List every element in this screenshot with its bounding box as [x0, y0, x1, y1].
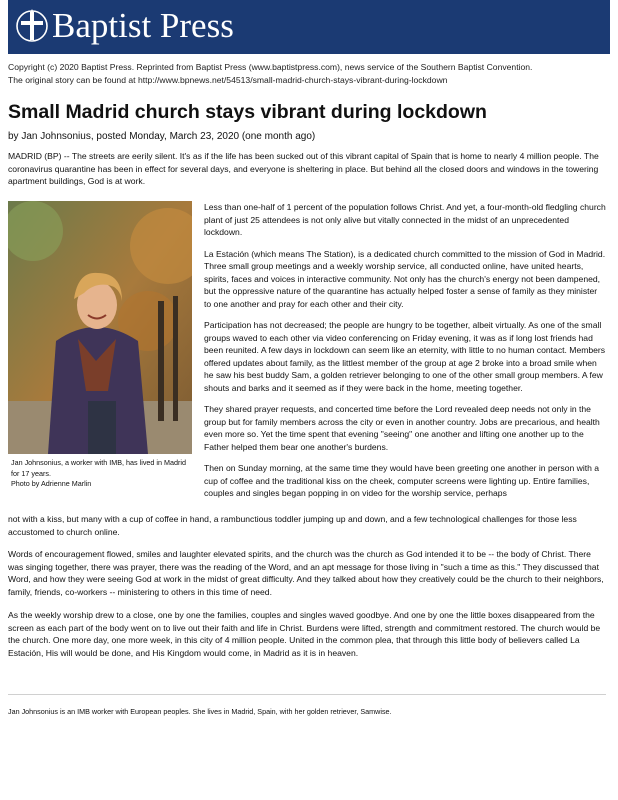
photo-caption [11, 458, 195, 490]
copyright-notice [8, 61, 610, 87]
bp-cross-emblem-icon [15, 6, 49, 46]
photo-caption-text: Jan Johnsonius, a worker with IMB, has lived in Madrid for 17 years. [11, 458, 186, 478]
article-paragraph: La Estación (which means The Station), is a dedicated church committed to the mission of God in Madrid. Three small group meetings and a weekly worship service, all conducted online, have united hearts, spirits, faces and voices in interactive community. Not only has the church's energy not been dampened, but the oppressive nature of the quarantine has actually helped foster a sense of family as they minister to one another and pray for each other and their city. [204, 248, 606, 309]
copyright-line: Copyright (c) 2020 Baptist Press. Reprinted from Baptist Press (www.baptistpress.com), news service of the Southern Baptist Convention. [8, 62, 533, 72]
article-paragraph: They shared prayer requests, and concerted time before the Lord revealed deep needs not only in the group but for family members across the city or even in another country. Jobs are precarious, and health even more so. Yet the time spent that evening "seeing" one another and lifting one another up to the Father helped them bear one another's burdens. [204, 404, 600, 452]
article-column [204, 201, 606, 509]
article-title: Small Madrid church stays vibrant during lockdown [8, 101, 487, 123]
original-story-link[interactable]: The original story can be found at http://www.bpnews.net/54513/small-madrid-church-stays-vibrant-during-lockdown [8, 75, 448, 85]
article-intro-paragraph: MADRID (BP) -- The streets are eerily silent. It's as if the life has been sucked out of this vibrant capital of Spain that is home to nearly 4 million people. The coronavirus quarantine has been in effect for several days, and everyone is sheltering in place. But behind all the closed doors and windows in the towering apartment buildings, God is at work. [8, 151, 599, 186]
article-byline: by Jan Johnsonius, posted Monday, March 23, 2020 (one month ago) [8, 131, 316, 142]
article-paragraph: Participation has not decreased; the people are hungry to be together, albeit virtually. As one of the small groups waved to each other via video conferencing on Friday evening, it was as if long lost friends had been reunited. A few days in lockdown can seem like an eternity, with little to no human contact. Members offered updates about family, as the littlest member of the group at age 2 broke into a broad smile when he saw his best buddy Sam, a golden retriever belonging to one of the other small group members. A few shouts and barks and it seemed as if they were back in the home, meeting together. [204, 320, 606, 393]
photo-credit: Photo by Adrienne Marlin [11, 479, 92, 488]
article-paragraph-continuation: not with a kiss, but many with a cup of coffee in hand, a rambunctious toddler jumping up and down, and a few technological challenges for those less accustomed to church online. [8, 514, 577, 537]
author-photo-illustration [8, 201, 192, 454]
article-paragraph: Then on Sunday morning, at the same time they would have been greeting one another in person with a cup of coffee and the traditional kiss on the cheek, computer screens were lighting up. Entire families, couples and singles began popping in on video for the worship service, perhaps [204, 463, 600, 498]
author-note: Jan Johnsonius is an IMB worker with European peoples. She lives in Madrid, Spain, with her golden retriever, Samwise. [8, 707, 392, 716]
site-logo-text[interactable]: Baptist Press [52, 6, 234, 45]
footer-divider [8, 694, 606, 695]
article-paragraph: Less than one-half of 1 percent of the population follows Christ. And yet, a four-month-old fledgling church plant of just 25 attendees is not only alive but vitally connected in the midst of an unprecedented lockdown. [204, 202, 606, 237]
article-paragraph: As the weekly worship drew to a close, one by one the families, couples and singles waved goodbye. And one by one the little boxes disappeared from the screen as each part of the body went on to live out their faith and life in Christ. Burdens were lifted, strength and commitment restored. The church would be the church. One more day, one more week, in this city of 4 million people. United in the common plea, that through this little body of believers called La Estación, His will would be done, and His Kingdom would come, in Madrid as it is in heaven. [8, 610, 601, 658]
article-body-full-width [8, 548, 608, 670]
article-paragraph: Words of encouragement flowed, smiles and laughter elevated spirits, and the church was the church as God intended it to be -- the body of Christ. There was singing together, there was prayer, there was the reading of the Word, and an apt message for those living in "such a time as this." They discussed that Word, and how they were seeing God at work in the midst of great difficulty. And they talked about how they creatively could be the church to their neighbors, family, friends, co-workers -- ministering to others in this time of need. [8, 549, 604, 597]
author-photo [8, 201, 192, 454]
baptist-press-banner [8, 0, 610, 54]
